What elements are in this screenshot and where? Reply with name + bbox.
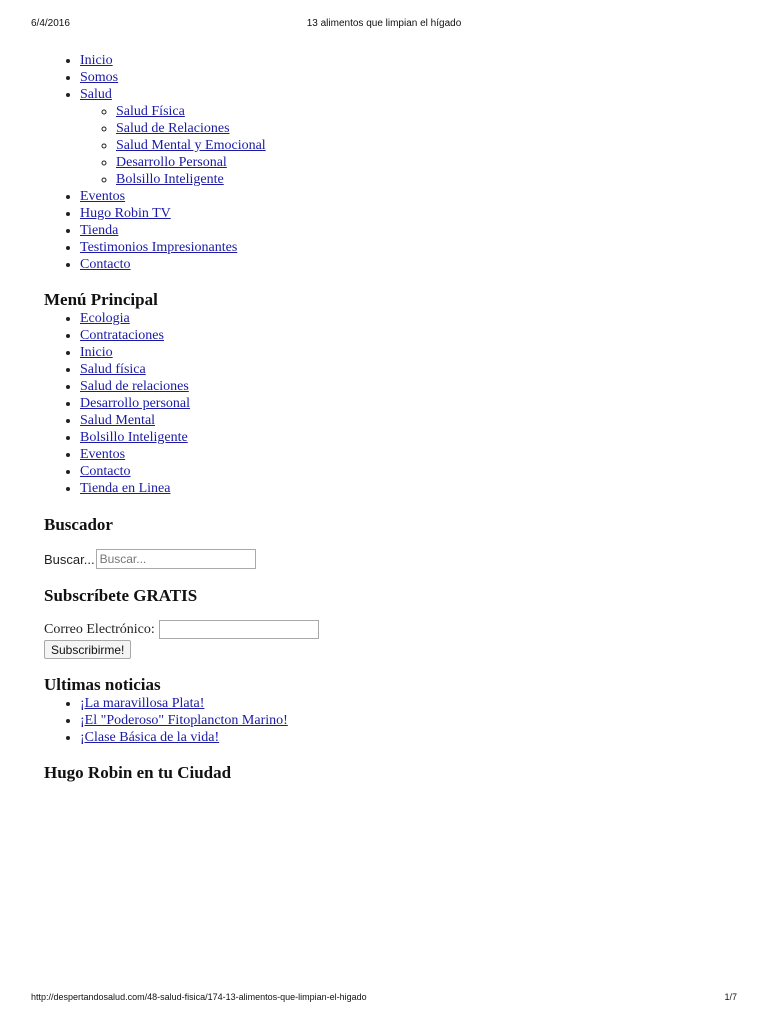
list-item [80, 412, 724, 429]
nav-item-salud [80, 86, 724, 188]
menu-link-salud-mental[interactable]: Salud Mental [80, 413, 156, 428]
nav-link-testimonios[interactable]: Testimonios Impresionantes [80, 240, 238, 255]
list-item [80, 463, 724, 480]
menu-link-contrataciones[interactable]: Contrataciones [80, 328, 164, 343]
list-item [80, 729, 724, 746]
list-item [80, 446, 724, 463]
list-item [80, 712, 724, 729]
submenu-item-salud-mental [116, 137, 724, 154]
menu-link-eventos[interactable]: Eventos [80, 447, 126, 462]
nav-item-testimonios [80, 239, 724, 256]
email-field[interactable] [159, 620, 319, 639]
nav-link-contacto[interactable]: Contacto [80, 257, 131, 272]
news-heading: Ultimas noticias [44, 675, 161, 694]
print-header [31, 18, 737, 32]
submenu-item-desarrollo [116, 154, 724, 171]
menu-link-salud-relaciones[interactable]: Salud de relaciones [80, 379, 189, 394]
print-date: 6/4/2016 [31, 18, 70, 29]
nav-item-eventos [80, 188, 724, 205]
menu-principal-list [44, 310, 724, 497]
list-item [80, 378, 724, 395]
salud-submenu [80, 103, 724, 188]
nav-link-tv[interactable]: Hugo Robin TV [80, 206, 171, 221]
news-link-clase-basica[interactable]: ¡Clase Básica de la vida! [80, 730, 220, 745]
submenu-link-salud-mental[interactable]: Salud Mental y Emocional [116, 138, 266, 153]
news-link-fitoplancton[interactable]: ¡El "Poderoso" Fitoplancton Marino! [80, 713, 288, 728]
menu-link-salud-fisica[interactable]: Salud física [80, 362, 146, 377]
print-title: 13 alimentos que limpian el hígado [306, 18, 462, 29]
list-item [80, 310, 724, 327]
nav-link-inicio[interactable]: Inicio [80, 53, 113, 68]
menu-link-inicio[interactable]: Inicio [80, 345, 113, 360]
nav-link-salud[interactable]: Salud [80, 87, 112, 102]
subscribe-heading: Subscríbete GRATIS [44, 586, 198, 605]
nav-link-somos[interactable]: Somos [80, 70, 119, 85]
menu-link-tienda-linea[interactable]: Tienda en Linea [80, 481, 171, 496]
list-item [80, 327, 724, 344]
submenu-item-salud-fisica [116, 103, 724, 120]
nav-item-somos [80, 69, 724, 86]
news-list [44, 695, 724, 746]
menu-principal-heading: Menú Principal [44, 290, 158, 309]
email-label: Correo Electrónico: [44, 621, 155, 637]
submenu-item-salud-relaciones [116, 120, 724, 137]
submenu-link-salud-fisica[interactable]: Salud Física [116, 104, 185, 119]
list-item [80, 395, 724, 412]
page-number: 1/7 [724, 992, 737, 1002]
submenu-link-desarrollo[interactable]: Desarrollo Personal [116, 155, 227, 170]
subscribe-button[interactable]: Subscribirme! [44, 640, 131, 659]
top-navigation [44, 52, 724, 273]
submenu-item-bolsillo [116, 171, 724, 188]
menu-link-contacto[interactable]: Contacto [80, 464, 131, 479]
nav-item-contacto [80, 256, 724, 273]
search-input[interactable] [96, 549, 256, 569]
submenu-link-bolsillo[interactable]: Bolsillo Inteligente [116, 172, 224, 187]
nav-link-eventos[interactable]: Eventos [80, 189, 126, 204]
list-item [80, 361, 724, 378]
nav-item-tv [80, 205, 724, 222]
nav-item-inicio [80, 52, 724, 69]
submenu-link-salud-relaciones[interactable]: Salud de Relaciones [116, 121, 230, 136]
print-footer [31, 992, 737, 1006]
list-item [80, 480, 724, 497]
search-label: Buscar... [44, 551, 95, 567]
list-item [80, 695, 724, 712]
search-form [44, 549, 724, 569]
buscador-heading: Buscador [44, 515, 113, 534]
city-heading: Hugo Robin en tu Ciudad [44, 763, 232, 782]
list-item [80, 429, 724, 446]
email-form-row [44, 620, 724, 639]
menu-link-bolsillo[interactable]: Bolsillo Inteligente [80, 430, 188, 445]
list-item [80, 344, 724, 361]
nav-link-tienda[interactable]: Tienda [80, 223, 119, 238]
news-link-plata[interactable]: ¡La maravillosa Plata! [80, 696, 205, 711]
page-content [44, 52, 724, 783]
print-url: http://despertandosalud.com/48-salud-fisica/174-13-alimentos-que-limpian-el-higado [31, 992, 367, 1002]
menu-link-ecologia[interactable]: Ecologia [80, 311, 130, 326]
nav-item-tienda [80, 222, 724, 239]
menu-link-desarrollo[interactable]: Desarrollo personal [80, 396, 191, 411]
